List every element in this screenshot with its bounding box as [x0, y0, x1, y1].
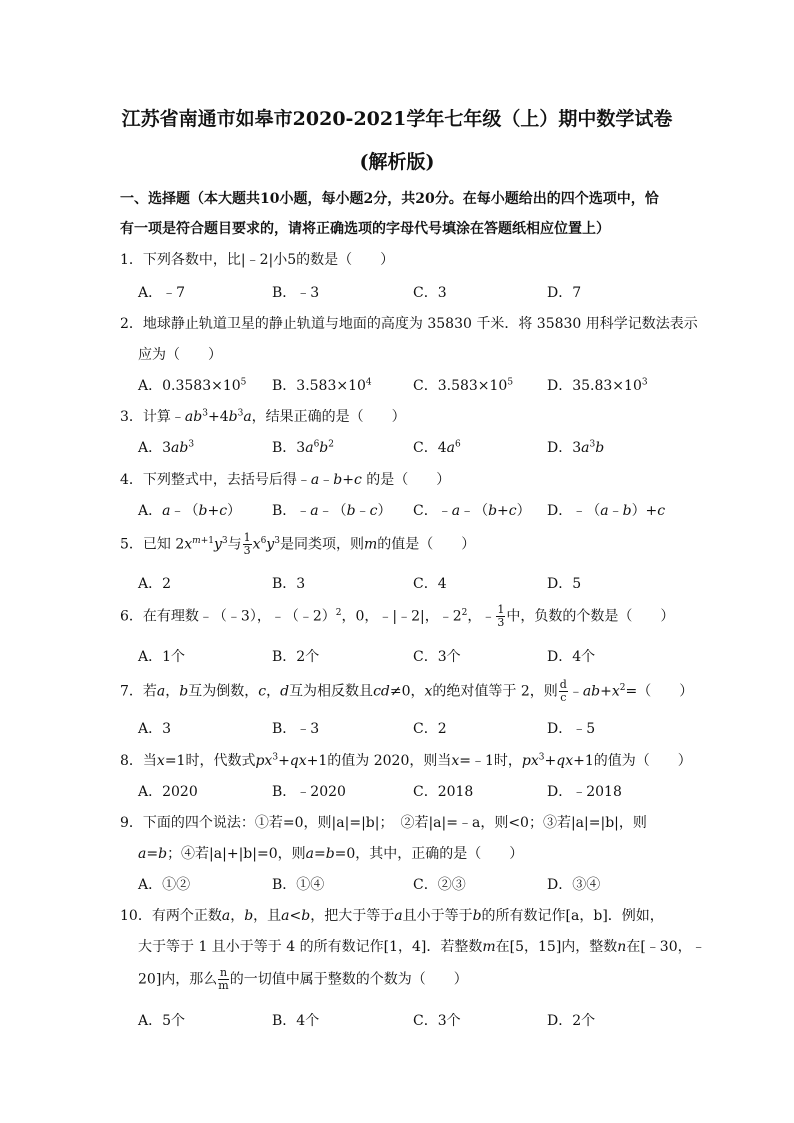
q9-option-d: D．③④	[547, 877, 601, 893]
q7-option-b: B．﹣3	[272, 721, 320, 737]
q2-option-d: D．$35.83\times 10^3$	[547, 377, 648, 394]
question-7-stem: 7．若a，b互为倒数，c，d互为相反数且cd≠0，x的绝对值等于 2，则 $\frac{d}{c}$ $﹣ab+x^2=$（ ）	[120, 678, 694, 704]
q3-option-a: A．$3ab^3$	[138, 439, 195, 456]
fraction-n-over-m: $\frac{n}{m}$	[218, 966, 229, 992]
question-10-stem-line2: 大于等于 1 且小于等于 4 的所有数记作[1，4]．若整数m在[5，15]内，整数n在[﹣30，﹣	[138, 939, 706, 955]
q7-option-a: A．3	[138, 721, 172, 737]
section-heading-line1: 一、选择题（本大题共10小题，每小题2分，共20分。在每小题给出的四个选项中，恰	[120, 191, 659, 207]
q10-option-c: C．3个	[413, 1013, 461, 1029]
q5-option-a: A．2	[138, 576, 172, 592]
question-3-stem: 3．计算$﹣ab^3+4b^3a$，结果正确的是（ ）	[120, 408, 406, 425]
paper-title: 江苏省南通市如皋市2020-2021学年七年级（上）期中数学试卷	[121, 108, 673, 130]
q1-option-c: C．3	[413, 285, 447, 301]
question-1-stem: 1．下列各数中，比|﹣2|小5的数是（ ）	[120, 252, 395, 268]
section-heading-line2: 有一项是符合题目要求的，请将正确选项的字母代号填涂在答题纸相应位置上）	[120, 221, 610, 237]
q8-option-a: A．2020	[138, 784, 198, 800]
q9-option-a: A．①②	[138, 877, 191, 893]
question-2-stem-line2: 应为（ ）	[138, 347, 222, 363]
question-8-stem: 8．当x=1时，代数式$px^3+qx+1$的值为 2020，则当x=﹣1时，$px^3+qx+1$的值为（ ）	[120, 752, 692, 769]
q4-option-c: C．﹣a﹣（b+c）	[413, 503, 531, 519]
paper-subtitle: (解析版)	[359, 151, 435, 173]
q10-option-a: A．5个	[138, 1013, 186, 1029]
fraction-d-over-c: $\frac{d}{c}$	[559, 678, 567, 704]
question-10-stem-line3: 20]内，那么 $\frac{n}{m}$ 的一切值中属于整数的个数为（ ）	[138, 966, 468, 992]
fraction-one-third: $\frac{1}{3}$	[243, 531, 251, 557]
q1-option-d: D．7	[547, 285, 582, 301]
q7-option-d: D．﹣5	[547, 721, 596, 737]
q5-option-b: B．3	[272, 576, 306, 592]
q2-option-a: A．$0.3583\times 10^5$	[138, 377, 247, 394]
question-9-stem-line2: a=b；④若|a|+|b|=0，则a=b=0，其中，正确的是（ ）	[138, 846, 524, 862]
question-6-stem: 6．在有理数﹣（﹣3），﹣（﹣2）$^2$，0，﹣|﹣2|，$﹣2^2$，﹣ $\frac{1}{3}$ 中，负数的个数是（ ）	[120, 603, 675, 629]
question-4-stem: 4．下列整式中，去括号后得﹣a﹣b+c 的是（ ）	[120, 472, 451, 488]
question-5-stem: 5．已知 $2x^{m+1}y^3$与 $\frac{1}{3}$ $x^6y^3$是同类项，则m的值是（ ）	[120, 531, 476, 557]
question-2-stem-line1: 2．地球静止轨道卫星的静止轨道与地面的高度为 35830 千米．将 35830 用科学记数法表示	[120, 316, 698, 332]
q5-option-d: D．5	[547, 576, 582, 592]
q10-option-d: D．2个	[547, 1013, 596, 1029]
q1-option-b: B．﹣3	[272, 285, 320, 301]
q8-option-d: D．﹣2018	[547, 784, 622, 800]
q2-option-b: B．$3.583\times 10^4$	[272, 377, 372, 394]
fraction-one-third: $\frac{1}{3}$	[497, 603, 505, 629]
q6-option-c: C．3个	[413, 649, 461, 665]
q2-option-c: C．$3.583\times 10^5$	[413, 377, 514, 394]
q1-option-a: A．﹣7	[138, 285, 186, 301]
q6-option-b: B．2个	[272, 649, 320, 665]
q3-option-c: C．$4a^6$	[413, 439, 461, 456]
q9-option-c: C．②③	[413, 877, 466, 893]
q3-option-d: D．$3a^3b$	[547, 439, 605, 456]
q7-option-c: C．2	[413, 721, 447, 737]
question-10-stem-line1: 10．有两个正数a，b，且a<b，把大于等于a且小于等于b的所有数记作[a，b]．例如，	[120, 908, 664, 924]
q8-option-b: B．﹣2020	[272, 784, 346, 800]
q4-option-d: D．﹣（a﹣b）+c	[547, 503, 666, 519]
q8-option-c: C．2018	[413, 784, 474, 800]
q6-option-a: A．1个	[138, 649, 186, 665]
q10-option-b: B．4个	[272, 1013, 320, 1029]
q4-option-b: B．﹣a﹣（b﹣c）	[272, 503, 392, 519]
q3-option-b: B．$3a^6b^2$	[272, 439, 334, 456]
q4-option-a: A．a﹣（b+c）	[138, 503, 242, 519]
q6-option-d: D．4个	[547, 649, 596, 665]
q5-option-c: C．4	[413, 576, 447, 592]
q9-option-b: B．①④	[272, 877, 325, 893]
question-9-stem-line1: 9．下面的四个说法：①若=0，则|a|=|b|； ②若|a|=﹣a，则<0；③若|a|=|b|，则	[120, 815, 647, 831]
